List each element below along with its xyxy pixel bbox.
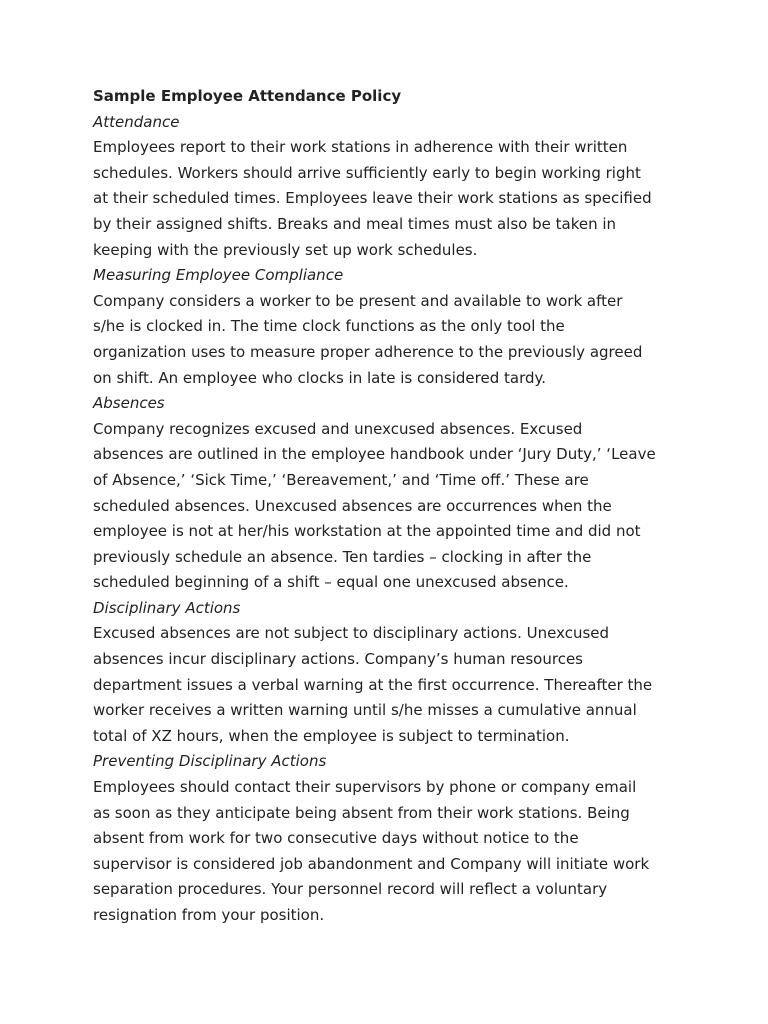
- section-heading: Attendance: [93, 112, 180, 131]
- text-line: supervisor is considered job abandonment and Company will initiate work: [93, 854, 650, 873]
- document-page: [93, 84, 693, 929]
- section-paragraph: [93, 417, 693, 596]
- text-line: resignation from your position.: [93, 906, 325, 924]
- text-line: as soon as they anticipate being absent from their work stations. Being: [93, 803, 630, 822]
- section-absences: [93, 391, 693, 596]
- section-heading: Absences: [93, 394, 165, 413]
- text-line: separation procedures. Your personnel record will reflect a voluntary: [93, 880, 608, 899]
- section-heading: Measuring Employee Compliance: [93, 266, 344, 285]
- text-line: absent from work for two consecutive days without notice to the: [93, 829, 579, 848]
- text-line: organization uses to measure proper adherence to the previously agreed: [93, 342, 643, 361]
- section-heading: Preventing Disciplinary Actions: [93, 752, 327, 771]
- text-line: Employees should contact their supervisors by phone or company email: [93, 778, 637, 797]
- section-preventing-disciplinary-actions: [93, 749, 693, 928]
- section-paragraph: [93, 135, 693, 263]
- text-line: s/he is clocked in. The time clock functions as the only tool the: [93, 317, 565, 336]
- text-line: scheduled absences. Unexcused absences are occurrences when the: [93, 496, 612, 515]
- section-paragraph: [93, 289, 693, 391]
- text-line: by their assigned shifts. Breaks and meal times must also be taken in: [93, 214, 617, 233]
- text-line: of Absence,’ ‘Sick Time,’ ‘Bereavement,’ and ‘Time off.’ These are: [93, 470, 589, 489]
- text-line: Company considers a worker to be present and available to work after: [93, 291, 623, 310]
- text-line: Employees report to their work stations in adherence with their written: [93, 138, 628, 157]
- text-line: absences incur disciplinary actions. Company’s human resources: [93, 650, 583, 669]
- text-line: schedules. Workers should arrive sufficiently early to begin working right: [93, 163, 641, 182]
- text-line: Excused absences are not subject to disciplinary actions. Unexcused: [93, 624, 610, 643]
- text-line: previously schedule an absence. Ten tardies – clocking in after the: [93, 547, 592, 566]
- document-title: Sample Employee Attendance Policy: [93, 87, 402, 105]
- section-attendance: [93, 110, 693, 264]
- text-line: department issues a verbal warning at the first occurrence. Thereafter the: [93, 675, 653, 694]
- text-line: Company recognizes excused and unexcused absences. Excused: [93, 419, 583, 438]
- section-measuring-compliance: [93, 263, 693, 391]
- section-disciplinary-actions: [93, 596, 693, 750]
- text-line: worker receives a written warning until s/he misses a cumulative annual: [93, 701, 637, 720]
- text-line: absences are outlined in the employee handbook under ‘Jury Duty,’ ‘Leave: [93, 445, 656, 464]
- text-line: employee is not at her/his workstation at the appointed time and did not: [93, 522, 641, 541]
- text-line: total of XZ hours, when the employee is subject to termination.: [93, 726, 570, 745]
- section-paragraph: [93, 775, 693, 929]
- text-line: on shift. An employee who clocks in late is considered tardy.: [93, 368, 547, 387]
- text-line: at their scheduled times. Employees leave their work stations as specified: [93, 189, 652, 208]
- section-heading: Disciplinary Actions: [93, 598, 241, 617]
- text-line: scheduled beginning of a shift – equal one unexcused absence.: [93, 573, 569, 592]
- section-paragraph: [93, 621, 693, 749]
- text-line: keeping with the previously set up work schedules.: [93, 240, 478, 259]
